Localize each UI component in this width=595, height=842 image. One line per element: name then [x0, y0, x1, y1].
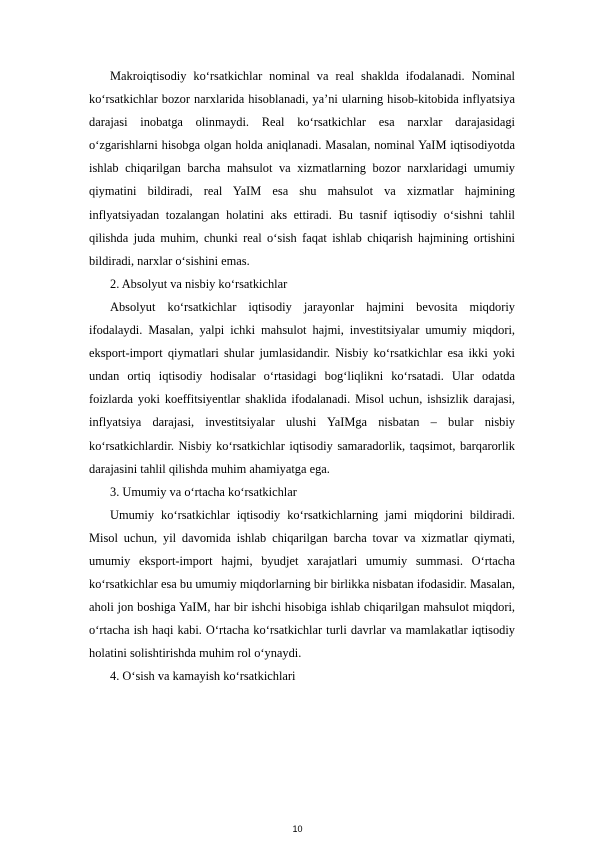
- page-number: 10: [292, 824, 303, 834]
- section-heading-absolute-relative: 2. Absolyut va nisbiy ko‘rsatkichlar: [110, 276, 288, 291]
- section-heading-total-average: 3. Umumiy va o‘rtacha ko‘rsatkichlar: [110, 484, 297, 499]
- paragraph-total-average: Umumiy ko‘rsatkichlar iqtisodiy ko‘rsatkichlarning jami miqdorini bildiradi. Misol uchun, yil davomida ishlab chiqarilgan barcha tovar va xizmatlar qiymati, umumiy eksport-import hajmi, byudjet xarajatlari umumiy summasi. O‘rtacha ko‘rsatkichlar esa bu umumiy miqdorlarning bir birlikka nisbatan ifodasidir. Masalan, aholi jon boshiga YaIM, har bir ishchi hisobiga ishlab chiqarilgan mahsulot miqdori, o‘rtacha ish haqi kabi. O‘rtacha ko‘rsatkichlar turli davrlar va mamlakatlar iqtisodiy holatini solishtirishda muhim rol o‘ynaydi.: [89, 507, 515, 661]
- section-heading-growth-decline: 4. O‘sish va kamayish ko‘rsatkichlari: [110, 669, 296, 684]
- document-page: [89, 65, 515, 689]
- paragraph-nominal-real: Makroiqtisodiy ko‘rsatkichlar nominal va real shaklda ifodalanadi. Nominal ko‘rsatkichlar bozor narxlarida hisoblanadi, ya’ni ularning hisob-kitobida inflyatsiya darajasi inobatga olinmaydi. Real ko‘rsatkichlar esa narxlar darajasidagi o‘zgarishlarni hisobga olgan holda aniqlanadi. Masalan, nominal YaIM iqtisodiyotda ishlab chiqarilgan barcha mahsulot va xizmatlarning bozor narxlaridagi umumiy qiymatini bildiradi, real YaIM esa shu mahsulot va xizmatlar hajmining inflyatsiyadan tozalangan holatini aks ettiradi. Bu tasnif iqtisodiy o‘sishni tahlil qilishda juda muhim, chunki real o‘sish faqat ishlab chiqarish hajmining ortishini bildiradi, narxlar o‘sishini emas.: [89, 69, 515, 268]
- paragraph-absolute-relative: Absolyut ko‘rsatkichlar iqtisodiy jarayonlar hajmini bevosita miqdoriy ifodalaydi. Masalan, yalpi ichki mahsulot hajmi, investitsiyalar umumiy miqdori, eksport-import qiymatlari shular jumlasidandir. Nisbiy ko‘rsatkichlar esa ikki yoki undan ortiq iqtisodiy hodisalar o‘rtasidagi bog‘liqlikni ko‘rsatadi. Ular odatda foizlarda yoki koeffitsiyentlar shaklida ifodalanadi. Misol uchun, ishsizlik darajasi, inflyatsiya darajasi, investitsiyalar ulushi YaIMga nisbatan – bular nisbiy ko‘rsatkichlardir. Nisbiy ko‘rsatkichlar iqtisodiy samaradorlik, taqsimot, barqarorlik darajasini tahlil qilishda muhim ahamiyatga ega.: [89, 299, 515, 476]
